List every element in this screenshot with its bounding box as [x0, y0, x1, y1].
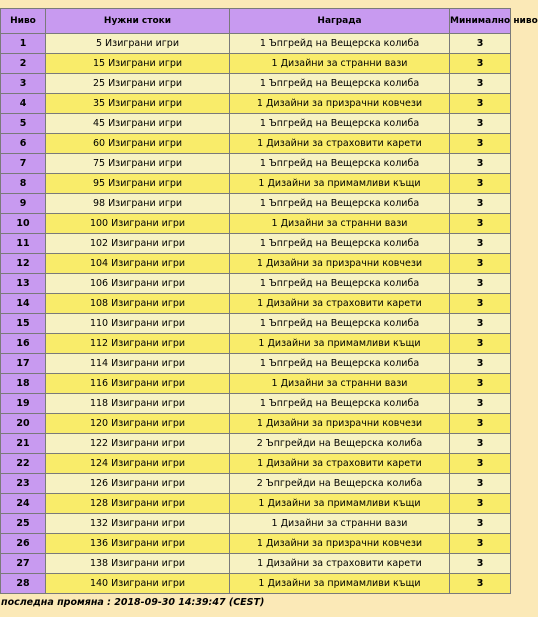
table-row — [1, 174, 511, 194]
table-row — [1, 534, 511, 554]
cell-goods: 98 Изиграни игри — [46, 194, 230, 214]
cell-level: 12 — [1, 254, 46, 274]
cell-level: 10 — [1, 214, 46, 234]
cell-reward: 1 Ъпгрейд на Вещерска колиба — [230, 354, 450, 374]
table-row — [1, 254, 511, 274]
cell-reward: 1 Дизайни за страховити карети — [230, 294, 450, 314]
table-row — [1, 114, 511, 134]
cell-level: 23 — [1, 474, 46, 494]
cell-min-level: 3 — [450, 134, 511, 154]
cell-level: 8 — [1, 174, 46, 194]
cell-min-level: 3 — [450, 234, 511, 254]
cell-goods: 136 Изиграни игри — [46, 534, 230, 554]
cell-goods: 15 Изиграни игри — [46, 54, 230, 74]
table-row — [1, 434, 511, 454]
table-row — [1, 74, 511, 94]
table-row — [1, 394, 511, 414]
table-row — [1, 414, 511, 434]
cell-reward: 1 Ъпгрейд на Вещерска колиба — [230, 194, 450, 214]
table-row — [1, 374, 511, 394]
cell-min-level: 3 — [450, 434, 511, 454]
cell-goods: 5 Изиграни игри — [46, 34, 230, 54]
cell-reward: 1 Дизайни за примамливи къщи — [230, 334, 450, 354]
cell-reward: 1 Ъпгрейд на Вещерска колиба — [230, 314, 450, 334]
cell-min-level: 3 — [450, 454, 511, 474]
table-row — [1, 214, 511, 234]
table-row — [1, 454, 511, 474]
cell-min-level: 3 — [450, 514, 511, 534]
cell-reward: 1 Дизайни за призрачни ковчези — [230, 254, 450, 274]
header-min-level: Минимално ниво — [450, 9, 511, 34]
table-row — [1, 474, 511, 494]
cell-reward: 1 Дизайни за призрачни ковчези — [230, 534, 450, 554]
cell-min-level: 3 — [450, 154, 511, 174]
cell-level: 27 — [1, 554, 46, 574]
cell-reward: 1 Дизайни за примамливи къщи — [230, 174, 450, 194]
cell-min-level: 3 — [450, 414, 511, 434]
cell-goods: 25 Изиграни игри — [46, 74, 230, 94]
cell-goods: 138 Изиграни игри — [46, 554, 230, 574]
header-reward: Награда — [230, 9, 450, 34]
table-row — [1, 494, 511, 514]
cell-goods: 102 Изиграни игри — [46, 234, 230, 254]
cell-goods: 120 Изиграни игри — [46, 414, 230, 434]
cell-reward: 1 Ъпгрейд на Вещерска колиба — [230, 274, 450, 294]
cell-level: 6 — [1, 134, 46, 154]
table-row — [1, 194, 511, 214]
cell-goods: 126 Изиграни игри — [46, 474, 230, 494]
cell-goods: 45 Изиграни игри — [46, 114, 230, 134]
cell-reward: 1 Дизайни за призрачни ковчези — [230, 94, 450, 114]
cell-min-level: 3 — [450, 554, 511, 574]
cell-level: 9 — [1, 194, 46, 214]
cell-level: 15 — [1, 314, 46, 334]
cell-min-level: 3 — [450, 74, 511, 94]
cell-reward: 1 Ъпгрейд на Вещерска колиба — [230, 394, 450, 414]
cell-level: 18 — [1, 374, 46, 394]
table-row — [1, 34, 511, 54]
cell-min-level: 3 — [450, 494, 511, 514]
cell-goods: 104 Изиграни игри — [46, 254, 230, 274]
cell-reward: 1 Дизайни за странни вази — [230, 214, 450, 234]
table-row — [1, 514, 511, 534]
table-row — [1, 554, 511, 574]
cell-goods: 75 Изиграни игри — [46, 154, 230, 174]
cell-reward: 1 Дизайни за странни вази — [230, 514, 450, 534]
cell-level: 28 — [1, 574, 46, 594]
table-body — [1, 34, 511, 594]
cell-level: 3 — [1, 74, 46, 94]
cell-min-level: 3 — [450, 274, 511, 294]
cell-reward: 1 Ъпгрейд на Вещерска колиба — [230, 234, 450, 254]
cell-goods: 60 Изиграни игри — [46, 134, 230, 154]
cell-reward: 1 Ъпгрейд на Вещерска колиба — [230, 154, 450, 174]
cell-goods: 100 Изиграни игри — [46, 214, 230, 234]
table-row — [1, 294, 511, 314]
table-row — [1, 274, 511, 294]
cell-level: 22 — [1, 454, 46, 474]
cell-level: 20 — [1, 414, 46, 434]
cell-goods: 124 Изиграни игри — [46, 454, 230, 474]
header-goods: Нужни стоки — [46, 9, 230, 34]
cell-min-level: 3 — [450, 314, 511, 334]
cell-goods: 140 Изиграни игри — [46, 574, 230, 594]
table-row — [1, 314, 511, 334]
table-row — [1, 154, 511, 174]
table-row — [1, 134, 511, 154]
cell-min-level: 3 — [450, 174, 511, 194]
table-row — [1, 354, 511, 374]
cell-reward: 1 Дизайни за страховити карети — [230, 554, 450, 574]
cell-min-level: 3 — [450, 374, 511, 394]
cell-goods: 116 Изиграни игри — [46, 374, 230, 394]
cell-min-level: 3 — [450, 254, 511, 274]
cell-level: 7 — [1, 154, 46, 174]
table-row — [1, 54, 511, 74]
cell-min-level: 3 — [450, 54, 511, 74]
cell-reward: 1 Ъпгрейд на Вещерска колиба — [230, 34, 450, 54]
cell-goods: 95 Изиграни игри — [46, 174, 230, 194]
cell-goods: 114 Изиграни игри — [46, 354, 230, 374]
cell-goods: 132 Изиграни игри — [46, 514, 230, 534]
cell-level: 1 — [1, 34, 46, 54]
cell-level: 11 — [1, 234, 46, 254]
cell-level: 17 — [1, 354, 46, 374]
cell-reward: 1 Дизайни за странни вази — [230, 54, 450, 74]
cell-level: 19 — [1, 394, 46, 414]
cell-reward: 1 Дизайни за примамливи къщи — [230, 574, 450, 594]
cell-reward: 1 Дизайни за страховити карети — [230, 134, 450, 154]
cell-goods: 108 Изиграни игри — [46, 294, 230, 314]
cell-level: 26 — [1, 534, 46, 554]
header-row — [1, 9, 511, 34]
cell-min-level: 3 — [450, 194, 511, 214]
table-row — [1, 334, 511, 354]
cell-min-level: 3 — [450, 354, 511, 374]
cell-min-level: 3 — [450, 574, 511, 594]
cell-min-level: 3 — [450, 334, 511, 354]
cell-reward: 1 Дизайни за странни вази — [230, 374, 450, 394]
cell-reward: 2 Ъпгрейди на Вещерска колиба — [230, 474, 450, 494]
cell-min-level: 3 — [450, 534, 511, 554]
cell-min-level: 3 — [450, 94, 511, 114]
cell-reward: 1 Ъпгрейд на Вещерска колиба — [230, 114, 450, 134]
table-row — [1, 574, 511, 594]
cell-level: 4 — [1, 94, 46, 114]
cell-goods: 122 Изиграни игри — [46, 434, 230, 454]
cell-reward: 1 Дизайни за призрачни ковчези — [230, 414, 450, 434]
cell-level: 25 — [1, 514, 46, 534]
cell-goods: 118 Изиграни игри — [46, 394, 230, 414]
cell-level: 2 — [1, 54, 46, 74]
header-level: Ниво — [1, 9, 46, 34]
cell-min-level: 3 — [450, 214, 511, 234]
cell-min-level: 3 — [450, 474, 511, 494]
cell-reward: 1 Дизайни за страховити карети — [230, 454, 450, 474]
cell-reward: 1 Ъпгрейд на Вещерска колиба — [230, 74, 450, 94]
levels-table — [0, 8, 538, 594]
cell-min-level: 3 — [450, 114, 511, 134]
cell-reward: 2 Ъпгрейди на Вещерска колиба — [230, 434, 450, 454]
cell-goods: 110 Изиграни игри — [46, 314, 230, 334]
cell-level: 24 — [1, 494, 46, 514]
last-modified-note: последна промяна : 2018-09-30 14:39:47 (CEST) — [1, 597, 265, 608]
cell-min-level: 3 — [450, 34, 511, 54]
cell-min-level: 3 — [450, 394, 511, 414]
cell-goods: 128 Изиграни игри — [46, 494, 230, 514]
table-row — [1, 234, 511, 254]
cell-level: 14 — [1, 294, 46, 314]
cell-level: 13 — [1, 274, 46, 294]
table-row — [1, 94, 511, 114]
cell-goods: 35 Изиграни игри — [46, 94, 230, 114]
cell-level: 5 — [1, 114, 46, 134]
cell-level: 21 — [1, 434, 46, 454]
cell-reward: 1 Дизайни за примамливи къщи — [230, 494, 450, 514]
cell-level: 16 — [1, 334, 46, 354]
cell-goods: 106 Изиграни игри — [46, 274, 230, 294]
cell-min-level: 3 — [450, 294, 511, 314]
cell-goods: 112 Изиграни игри — [46, 334, 230, 354]
